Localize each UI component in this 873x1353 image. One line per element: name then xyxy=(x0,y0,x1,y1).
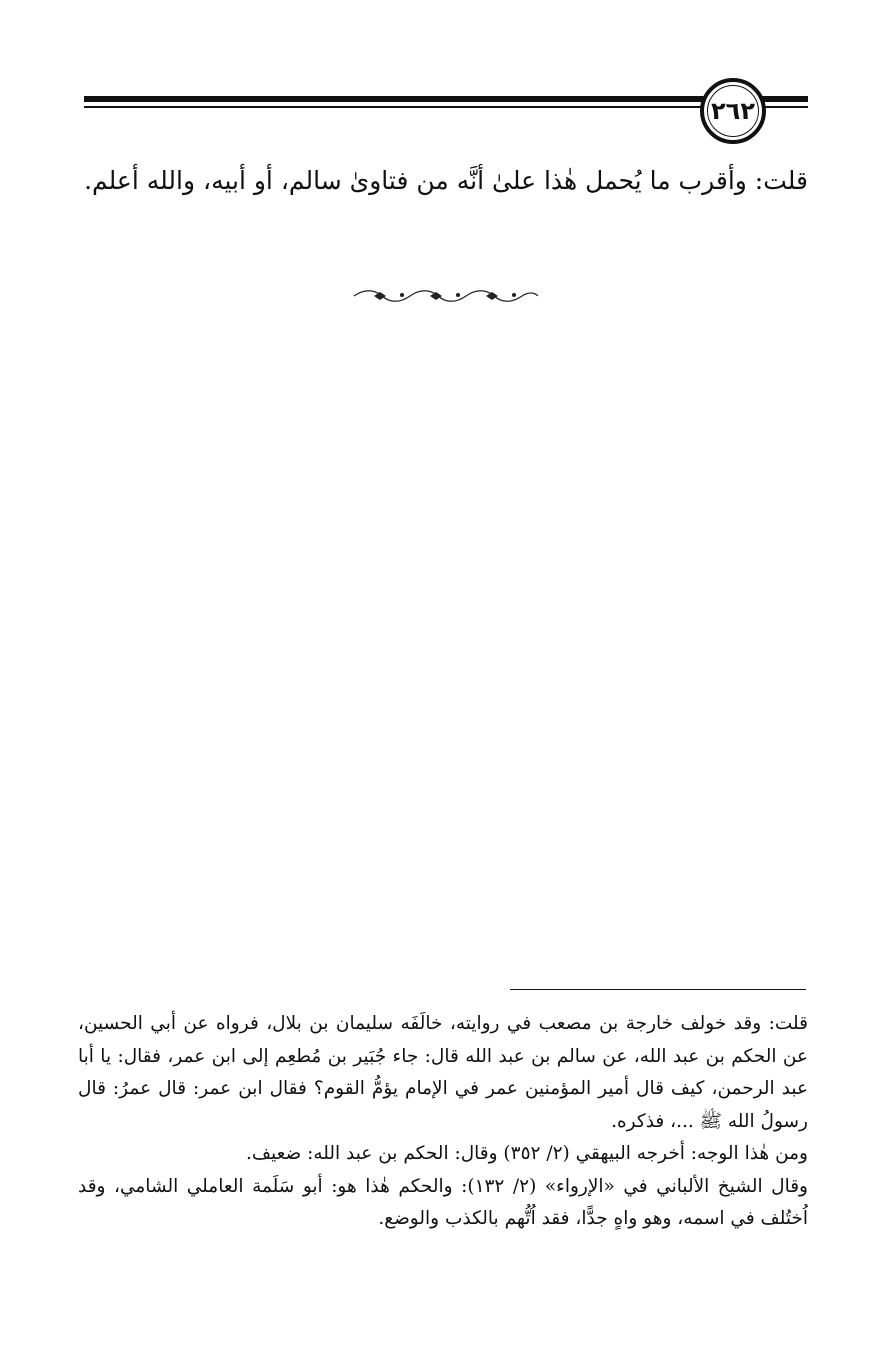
footnote-paragraph: قلت: وقد خولف خارجة بن مصعب في روايته، خالَفَه سليمان بن بلال، فرواه عن أبي الحسين، عن الحكم بن عبد الله، عن سالم بن عبد الله قال: جاء جُبَير بن مُطعِم إلى ابن عمر، فقال: يا أبا عبد الرحمن، كيف قال أمير المؤمنين عمر في الإمام يؤمُّ القوم؟ فقال ابن عمر: قال عمرُ: قال رسولُ الله ﷺ ...، فذكره. xyxy=(78,1013,808,1132)
footnote-separator xyxy=(510,989,806,990)
footnote-paragraph: وقال الشيخ الألباني في «الإرواء» (٢/ ١٣٢): والحكم هٰذا هو: أبو سَلَمة العاملي الشامي، وقد اُختُلف في اسمه، وهو واهٍ جدًّا، فقد اُتُّهم بالكذب والوضع. xyxy=(78,1175,808,1229)
main-text: قلت: وأقرب ما يُحمل هٰذا علىٰ أنَّه من فتاوىٰ سالم، أو أبيه، والله أعلم. xyxy=(84,166,808,195)
page-number-badge xyxy=(700,78,766,144)
footnotes xyxy=(78,1008,808,1236)
section-divider-ornament-icon xyxy=(350,287,542,305)
page-number: ٢٦٢ xyxy=(711,97,755,125)
footnote-paragraph: ومن هٰذا الوجه: أخرجه البيهقي (٢/ ٣٥٢) وقال: الحكم بن عبد الله: ضعيف. xyxy=(245,1143,808,1164)
